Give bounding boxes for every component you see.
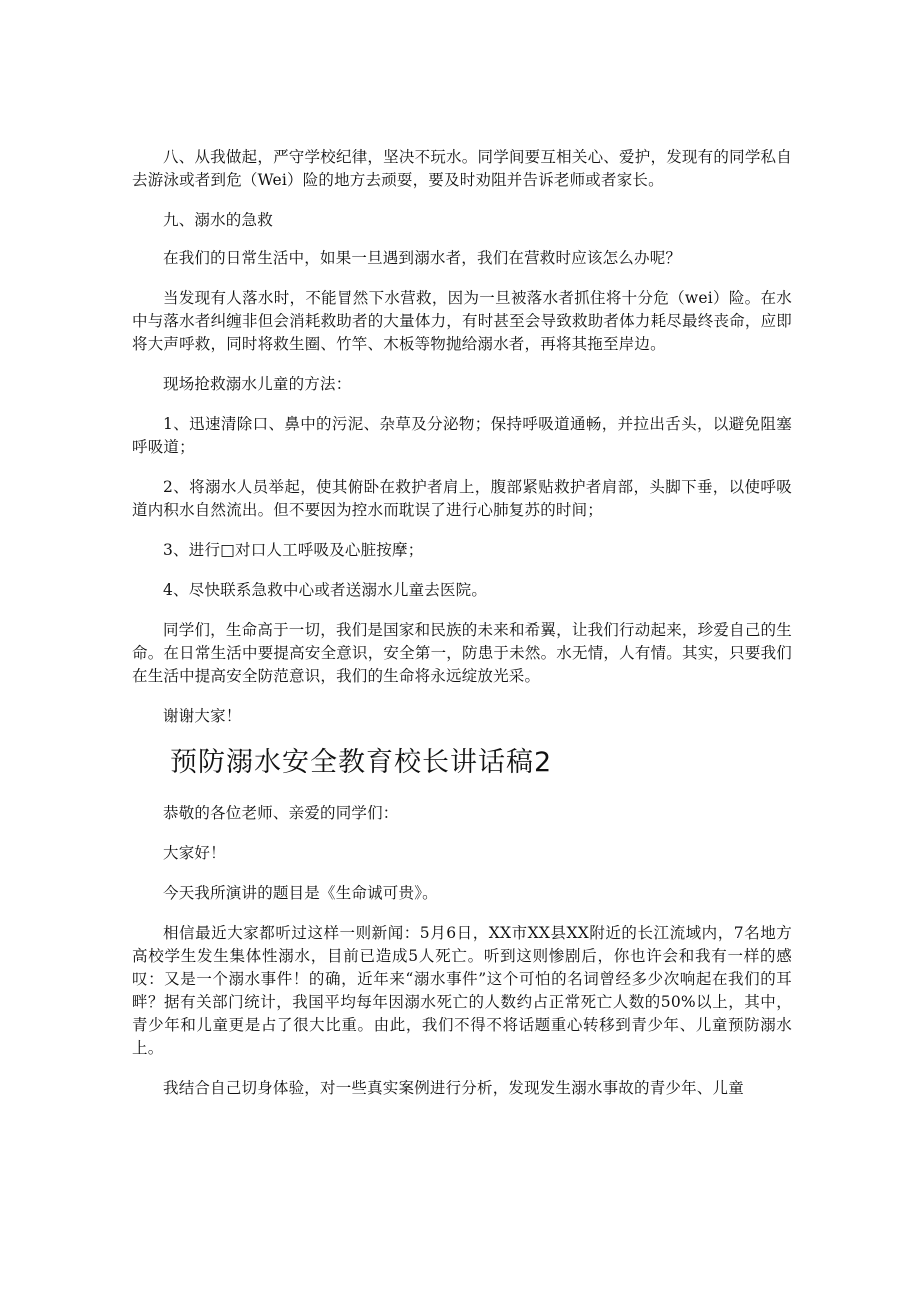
subheading-rescue: 九、溺水的急救 xyxy=(163,211,273,229)
paragraph-closing: 同学们，生命高于一切，我们是国家和民族的未来和希翼，让我们行动起来，珍爱自己的生命。在日常生活中要提高安全意识，安全第一，防患于未然。水无情，人有情。其实，只要我们在生活中提高安全防范意识，我们的生命将永远绽放光采。 xyxy=(132,621,792,685)
paragraph-topic: 今天我所演讲的题目是《生命诚可贵》。 xyxy=(163,884,438,902)
paragraph-step-2: 2、将溺水人员举起，使其俯卧在救护者肩上，腹部紧贴救护者肩部，头脚下垂，以使呼吸道内积水自然流出。但不要因为控水而耽误了进行心肺复苏的时间； xyxy=(132,478,792,519)
paragraph-thanks: 谢谢大家！ xyxy=(163,707,242,725)
paragraph-question: 在我们的日常生活中，如果一旦遇到溺水者，我们在营救时应该怎么办呢？ xyxy=(163,249,682,267)
paragraph-step-4: 4、尽快联系急救中心或者送溺水儿童去医院。 xyxy=(163,581,488,599)
paragraph-discipline: 八、从我做起，严守学校纪律，坚决不玩水。同学间要互相关心、爱护，发现有的同学私自去游泳或者到危（Wei）险的地方去顽耍，要及时劝阻并告诉老师或者家长。 xyxy=(132,148,792,189)
paragraph-step-1: 1、迅速清除口、鼻中的污泥、杂草及分泌物；保持呼吸道通畅，并拉出舌头，以避免阻塞呼吸道； xyxy=(132,415,792,456)
paragraph-methods-title: 现场抢救溺水儿童的方法： xyxy=(163,375,352,393)
paragraph-when-falling: 当发现有人落水时，不能冒然下水营救，因为一旦被落水者抓住将十分危（wei）险。在水中与落水者纠缠非但会消耗救助者的大量体力，有时甚至会导致救助者体力耗尽最终丧命，应即将大声呼救，同时将救生圈、竹竿、木板等物抛给溺水者，再将其拖至岸边。 xyxy=(132,289,792,353)
paragraph-news: 相信最近大家都听过这样一则新闻：5月6日，XX市XX县XX附近的长江流域内，7名地方高校学生发生集体性溺水，目前已造成5人死亡。听到这则惨剧后，你也许会和我有一样的感叹：又是一个溺水事件！的确，近年来“溺水事件”这个可怕的名词曾经多少次响起在我们的耳畔？据有关部门统计，我国平均每年因溺水死亡的人数约占正常死亡人数的50%以上，其中，青少年和儿童更是占了很大比重。由此，我们不得不将话题重心转移到青少年、儿童预防溺水上。 xyxy=(132,924,792,1057)
paragraph-hello: 大家好！ xyxy=(163,844,226,862)
paragraph-greeting: 恭敬的各位老师、亲爱的同学们： xyxy=(163,804,399,822)
section-title: 预防溺水安全教育校长讲话稿2 xyxy=(170,747,553,778)
paragraph-step-3: 3、进行□对口人工呼吸及心脏按摩； xyxy=(163,541,424,559)
paragraph-analysis: 我结合自己切身体验，对一些真实案例进行分析，发现发生溺水事故的青少年、儿童 xyxy=(163,1079,744,1097)
document-body xyxy=(132,146,792,1117)
